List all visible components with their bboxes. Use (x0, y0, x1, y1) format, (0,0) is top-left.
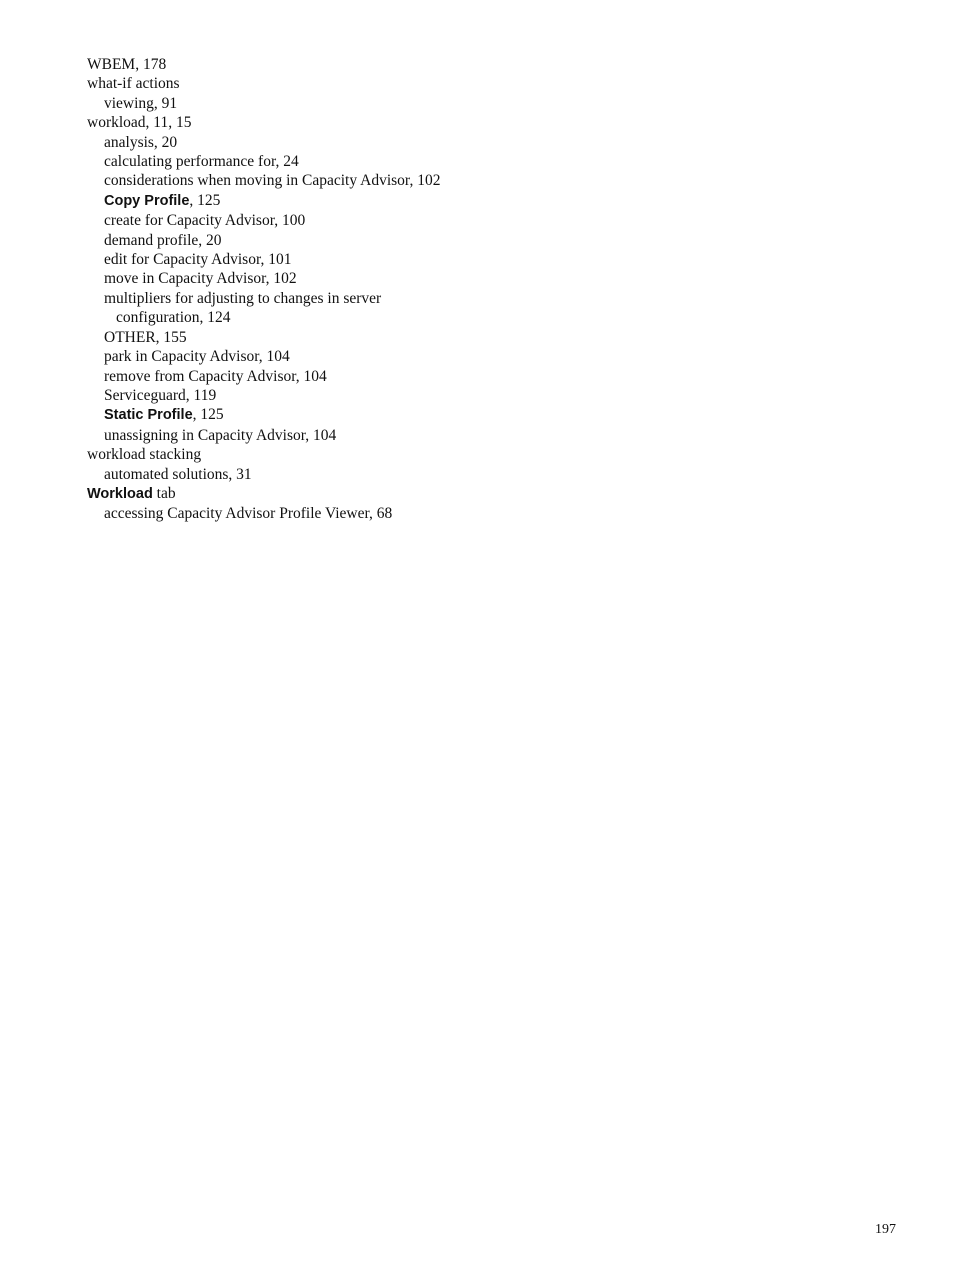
index-subentry-calculating-performance: calculating performance for, 24 (104, 153, 299, 171)
index-subentry-edit: edit for Capacity Advisor, 101 (104, 251, 292, 269)
index-subentry-other: OTHER, 155 (104, 328, 187, 346)
index-list (87, 55, 607, 524)
index-entry-wbem: WBEM, 178 (87, 56, 167, 73)
index-subentry-multipliers: multipliers for adjusting to changes in server (104, 289, 382, 307)
ui-term-static-profile: Static Profile (104, 407, 193, 424)
index-subentry-create: create for Capacity Advisor, 100 (104, 212, 306, 230)
index-subentry-analysis: analysis, 20 (104, 133, 178, 151)
index-subentry-unassigning: unassigning in Capacity Advisor, 104 (104, 426, 337, 444)
index-subentry-serviceguard: Serviceguard, 119 (104, 386, 217, 404)
index-subentry-move: move in Capacity Advisor, 102 (104, 270, 297, 288)
ui-term-copy-profile: Copy Profile (104, 192, 190, 209)
index-entry-what-if-actions: what-if actions (87, 75, 180, 93)
index-subentry-multipliers-continued: configuration, 124 (116, 309, 231, 327)
index-entry-workload-stacking: workload stacking (87, 446, 202, 464)
index-subentry-viewing: viewing, 91 (104, 94, 178, 112)
index-subentry-demand-profile: demand profile, 20 (104, 231, 222, 249)
index-subentry-considerations-moving: considerations when moving in Capacity Advisor, 102 (104, 172, 441, 190)
index-subentry-park: park in Capacity Advisor, 104 (104, 348, 290, 366)
index-entry-workload-tab: Workload tab (87, 484, 176, 502)
index-entry-workload: workload, 11, 15 (87, 114, 192, 132)
index-subentry-accessing-profile-viewer: accessing Capacity Advisor Profile Viewer, 68 (104, 505, 393, 523)
index-subentry-remove: remove from Capacity Advisor, 104 (104, 367, 327, 385)
page-number: 197 (875, 1222, 896, 1237)
index-subentry-copy-profile: Copy Profile, 125 (104, 191, 221, 209)
index-subentry-static-profile: Static Profile, 125 (104, 406, 224, 424)
ui-term-workload: Workload (87, 485, 153, 502)
index-subentry-automated-solutions: automated solutions, 31 (104, 465, 252, 483)
